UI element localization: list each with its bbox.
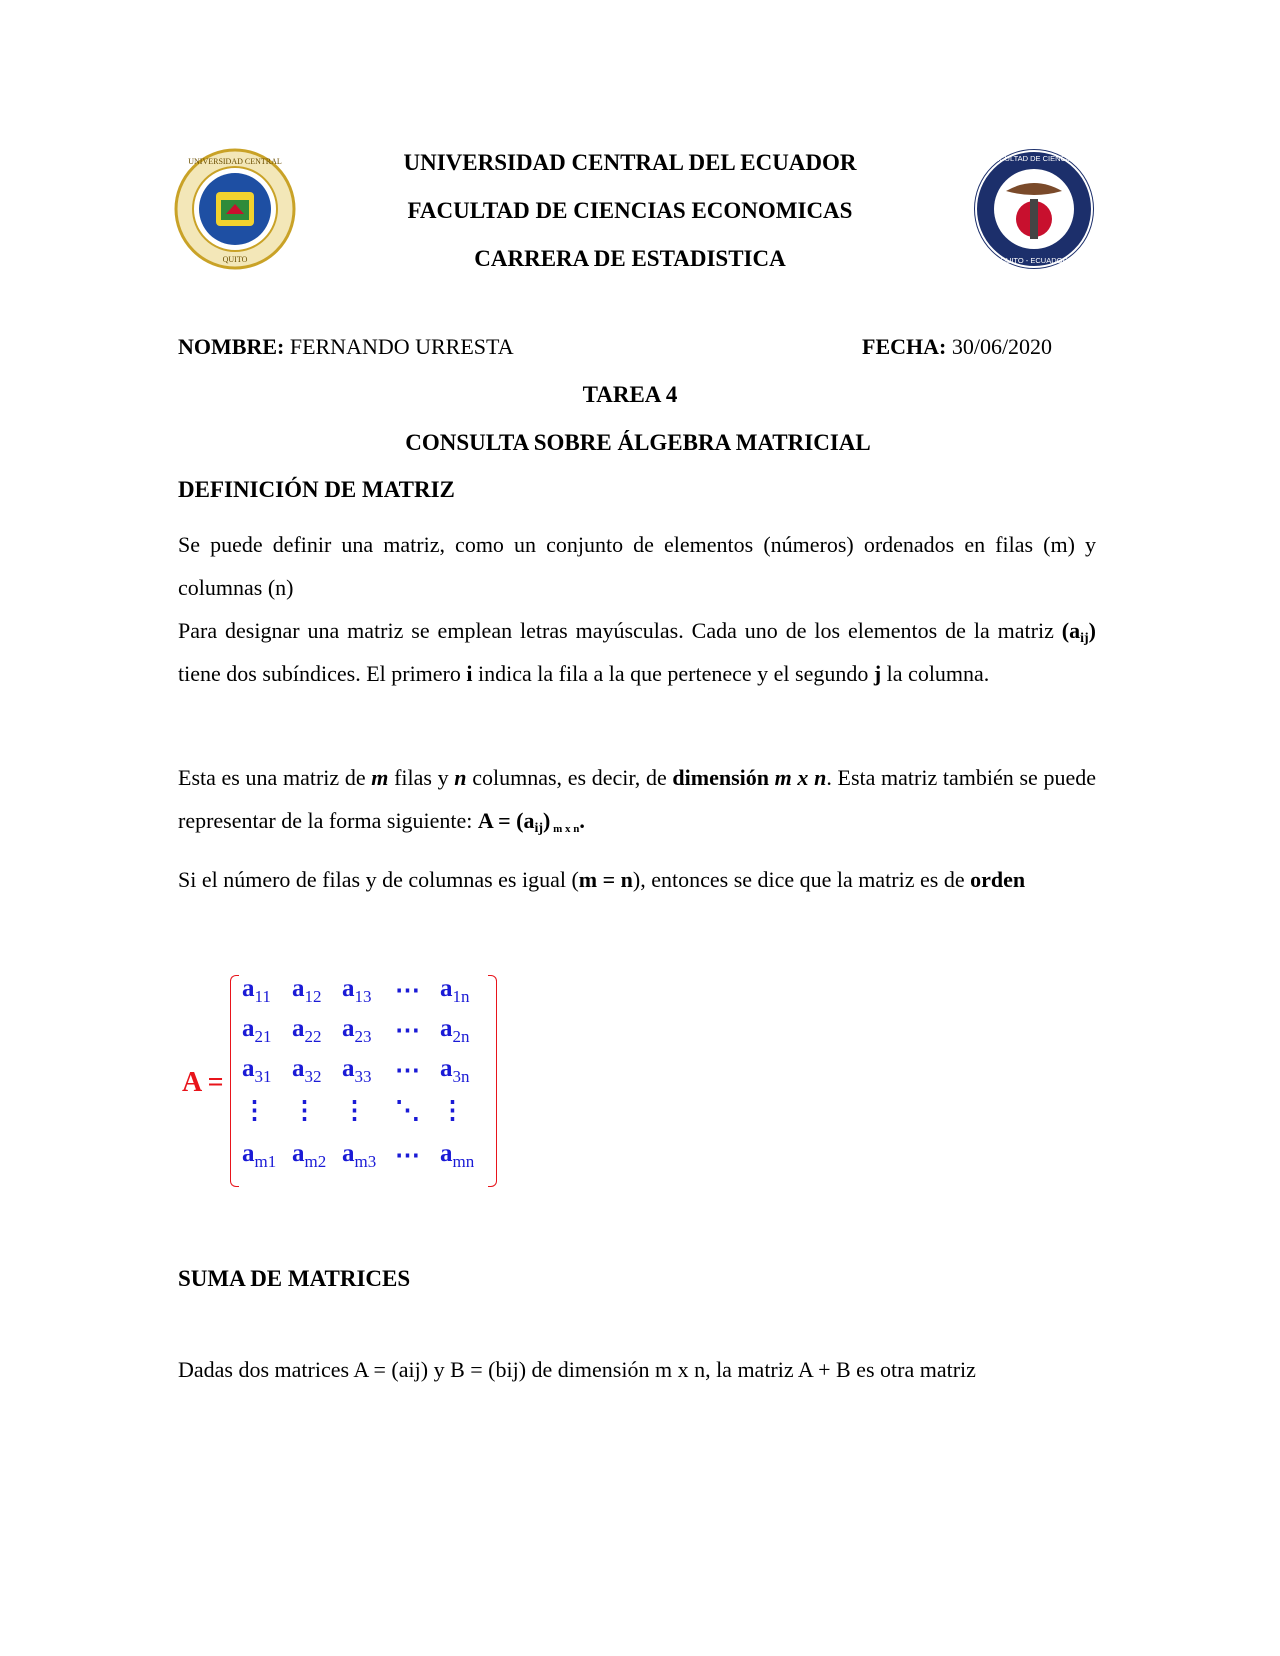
date-label: FECHA:: [862, 334, 947, 359]
matrix-cell: ⋮: [292, 1097, 317, 1124]
matrix-cell: $a_{m3}$: [342, 1140, 377, 1171]
date-value: 30/06/2020: [951, 334, 1053, 359]
submission-date: [862, 332, 1052, 362]
matrix-cell: $a_{32}$: [292, 1055, 322, 1086]
svg-text:QUITO - ECUADOR: QUITO - ECUADOR: [1000, 256, 1068, 265]
matrix-cell: ⋯: [395, 1017, 420, 1044]
matrix-cell: $a_{11}$: [242, 975, 271, 1006]
matrix-cell: ⋮: [440, 1097, 465, 1124]
svg-text:FACULTAD DE CIENCIAS: FACULTAD DE CIENCIAS: [989, 154, 1079, 163]
matrix-cell: $a_{1n}$: [440, 975, 470, 1006]
matrix-cell: ⋮: [342, 1097, 367, 1124]
paragraph-definition: Se puede definir una matriz, como un conjunto de elementos (números) ordenados en filas (m) y columnas (n): [178, 532, 1096, 600]
section-heading-definition: DEFINICIÓN DE MATRIZ: [178, 477, 455, 502]
svg-text:UNIVERSIDAD CENTRAL: UNIVERSIDAD CENTRAL: [188, 157, 282, 166]
section-heading-sum: SUMA DE MATRICES: [178, 1266, 411, 1291]
task-title: TAREA 4: [582, 382, 678, 407]
matrix-right-bracket: [488, 975, 497, 1187]
matrix-cell: $a_{23}$: [342, 1015, 372, 1046]
subject-title: CONSULTA SOBRE ÁLGEBRA MATRICIAL: [405, 430, 871, 455]
header-faculty: FACULTAD DE CIENCIAS ECONOMICAS: [407, 198, 853, 223]
matrix-cell: $a_{m1}$: [242, 1140, 277, 1171]
matrix-cell: ⋯: [395, 977, 420, 1004]
paragraph-subscripts: Para designar una matriz se emplean letras mayúsculas. Cada uno de los elementos de la matriz $(a_{ij})$ tiene dos subíndices. El primero i indica la fila a la que pertenece y el segundo j la columna.: [178, 618, 1096, 686]
student-name: [178, 332, 514, 362]
header-career: CARRERA DE ESTADISTICA: [474, 246, 786, 271]
matrix-cell: $a_{21}$: [242, 1015, 272, 1046]
matrix-diagram: [170, 975, 500, 1190]
matrix-cell: $a_{13}$: [342, 975, 372, 1006]
matrix-label: A =: [182, 1067, 224, 1098]
matrix-cell: $a_{33}$: [342, 1055, 372, 1086]
matrix-cell: $a_{12}$: [292, 975, 322, 1006]
matrix-cell: $a_{mn}$: [440, 1140, 475, 1171]
matrix-cell: $a_{3n}$: [440, 1055, 470, 1086]
matrix-cell: $a_{31}$: [242, 1055, 272, 1086]
matrix-cell: $a_{2n}$: [440, 1015, 470, 1046]
matrix-cell: ⋯: [395, 1057, 420, 1084]
header-university: UNIVERSIDAD CENTRAL DEL ECUADOR: [403, 150, 857, 175]
university-seal-logo: [174, 148, 296, 270]
svg-text:QUITO: QUITO: [222, 255, 248, 264]
matrix-cell: ⋱: [395, 1097, 420, 1124]
matrix-cell: $a_{m2}$: [292, 1140, 327, 1171]
faculty-seal-logo: [972, 147, 1094, 269]
paragraph-order: Si el número de filas y de columnas es igual (m = n), entonces se dice que la matriz es de orden: [178, 867, 1026, 892]
matrix-cell: $a_{22}$: [292, 1015, 322, 1046]
paragraph-dimension: Esta es una matriz de m filas y n columnas, es decir, de dimensión m x n. Esta matriz también se puede representar de la forma siguiente: $A = (a_{ij})$ $_{m x n}$.: [178, 765, 1096, 836]
name-value: FERNANDO URRESTA: [289, 334, 514, 359]
matrix-cell: ⋮: [242, 1097, 267, 1124]
matrix-left-bracket: [230, 975, 239, 1187]
name-label: NOMBRE:: [178, 334, 285, 359]
paragraph-sum: Dadas dos matrices A = (aij) y B = (bij) de dimensión m x n, la matriz A + B es otra matriz: [178, 1357, 976, 1382]
matrix-cell: ⋯: [395, 1142, 420, 1169]
